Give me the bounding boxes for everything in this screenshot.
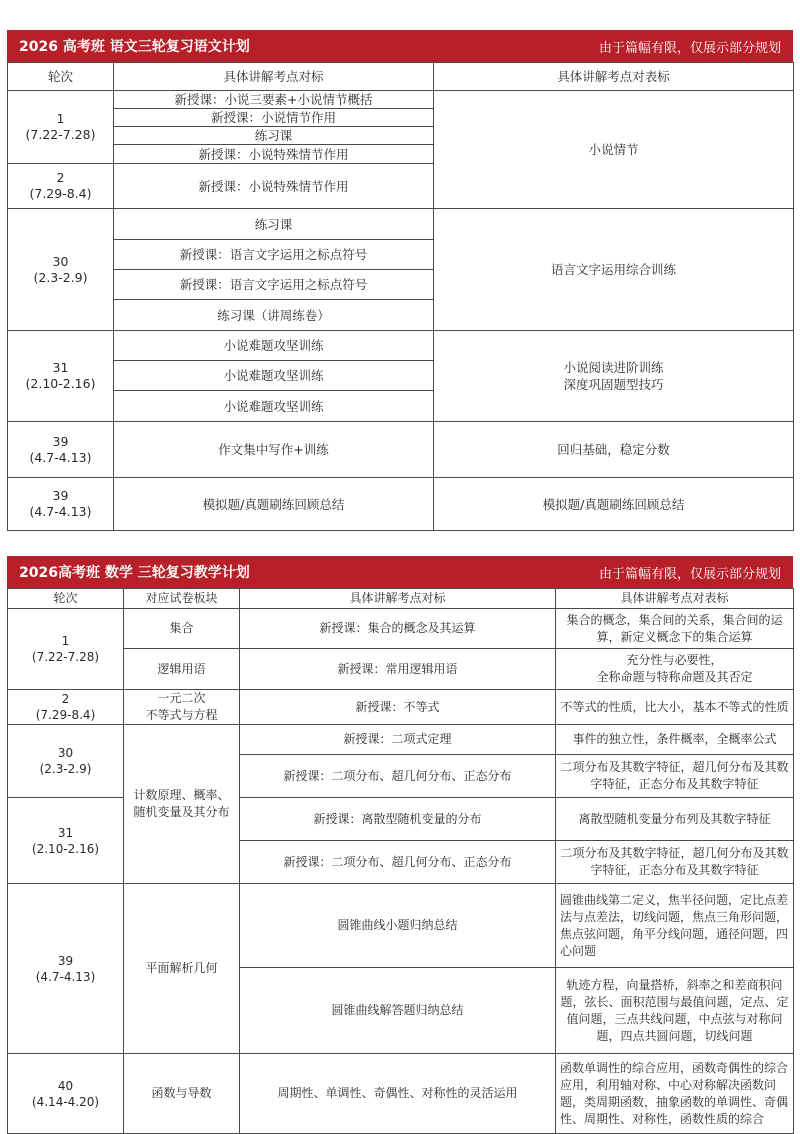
lesson-cell: 作文集中写作+训练 [114, 422, 434, 478]
round-dates: (4.7-4.13) [29, 504, 92, 519]
math-plan-title: 2026高考班 数学 三轮复习教学计划 [19, 565, 250, 581]
round-dates: (2.3-2.9) [39, 762, 92, 776]
table-header-row [8, 63, 794, 91]
round-dates: (4.7-4.13) [35, 969, 96, 984]
target-cell: 小说阅读进阶训练 深度巩固题型技巧 [434, 331, 794, 422]
header-round: 轮次 [8, 63, 114, 91]
lesson-cell: 新授课：不等式 [240, 690, 556, 725]
target-cell: 圆锥曲线第二定义，焦半径问题，定比点差法与点差法，切线问题，焦点三角形问题，焦点弦问题，角平分线问题，通径问题，四心问题 [556, 884, 794, 968]
table-row [8, 884, 794, 968]
round-number: 31 [57, 825, 74, 840]
table-row [8, 1054, 794, 1134]
target-cell: 事件的独立性，条件概率，全概率公式 [556, 725, 794, 755]
round-number: 30 [52, 253, 69, 269]
round-dates: (2.10-2.16) [31, 841, 100, 856]
round-number: 31 [52, 360, 69, 375]
lesson-cell: 模拟题/真题刷练回顾总结 [114, 478, 434, 531]
round-dates: (7.29-8.4) [35, 708, 96, 722]
math-plan [7, 556, 793, 1134]
lesson-cell: 新授课：小说特殊情节作用 [114, 145, 434, 164]
lesson-cell: 圆锥曲线小题归纳总结 [240, 884, 556, 968]
chinese-plan [7, 30, 793, 531]
math-plan-banner [7, 556, 793, 588]
module-cell: 计数原理、概率、随机变量及其分布 [124, 725, 240, 884]
target-cell: 回归基础，稳定分数 [434, 422, 794, 478]
lesson-cell: 新授课：小说情节作用 [114, 109, 434, 127]
round-dates: (7.29-8.4) [29, 186, 92, 201]
round-dates: (4.7-4.13) [29, 449, 92, 465]
target-cell: 充分性与必要性， 全称命题与特称命题及其否定 [556, 649, 794, 690]
target-cell: 不等式的性质，比大小，基本不等式的性质 [556, 690, 794, 725]
table-row [8, 649, 794, 690]
target-cell: 二项分布及其数字特征，超几何分布及其数字特征，正态分布及其数字特征 [556, 841, 794, 884]
lesson-cell: 小说难题攻坚训练 [114, 391, 434, 422]
target-cell: 轨迹方程，向量搭桥，斜率之和差商积问题，弦长、面积范围与最值问题，定点、定值问题，三点共线问题，中点弦与对称问题，四点共圆问题，切线问题 [556, 968, 794, 1054]
table-row [8, 609, 794, 649]
module-cell: 平面解析几何 [124, 884, 240, 1054]
round-cell [8, 331, 114, 422]
chinese-plan-title: 2026 高考班 语文三轮复习语文计划 [19, 39, 250, 55]
round-cell [8, 478, 114, 531]
lesson-cell: 周期性、单调性、奇偶性、对称性的灵活运用 [240, 1054, 556, 1134]
round-number: 1 [61, 634, 70, 648]
round-number: 2 [61, 692, 70, 706]
lesson-cell: 新授课：小说三要素+小说情节概括 [114, 91, 434, 109]
target-cell: 函数单调性的综合应用，函数奇偶性的综合应用，利用轴对称、中心对称解决函数问题，类周期函数，抽象函数的单调性、奇偶性、周期性、对称性，函数性质的综合 [556, 1054, 794, 1134]
lesson-cell: 新授课：常用逻辑用语 [240, 649, 556, 690]
table-row [8, 725, 794, 755]
table-row [8, 690, 794, 725]
lesson-cell: 小说难题攻坚训练 [114, 361, 434, 391]
math-plan-table [7, 588, 794, 1134]
round-cell [8, 798, 124, 884]
target-cell: 模拟题/真题刷练回顾总结 [434, 478, 794, 531]
module-cell: 一元二次 不等式与方程 [124, 690, 240, 725]
header-target: 具体讲解考点对表标 [434, 63, 794, 91]
round-number: 1 [56, 111, 65, 126]
header-module: 对应试卷板块 [124, 589, 240, 609]
table-row [8, 91, 794, 109]
chinese-plan-table [7, 62, 794, 531]
lesson-cell: 新授课：二项分布、超几何分布、正态分布 [240, 755, 556, 798]
table-header-row [8, 589, 794, 609]
round-number: 39 [57, 953, 74, 968]
lesson-cell: 新授课：二项分布、超几何分布、正态分布 [240, 841, 556, 884]
lesson-cell: 新授课：二项式定理 [240, 725, 556, 755]
lesson-cell: 练习课 [114, 209, 434, 240]
target-cell: 集合的概念，集合间的关系，集合间的运算，新定义概念下的集合运算 [556, 609, 794, 649]
target-cell: 小说情节 [434, 91, 794, 209]
chinese-plan-note: 由于篇幅有限，仅展示部分规划 [598, 40, 781, 56]
round-cell [8, 1054, 124, 1134]
lesson-cell: 练习课（讲周练卷） [114, 300, 434, 331]
module-cell: 逻辑用语 [124, 649, 240, 690]
lesson-cell: 新授课：集合的概念及其运算 [240, 609, 556, 649]
module-cell: 函数与导数 [124, 1054, 240, 1134]
round-dates: (7.22-7.28) [25, 127, 96, 142]
lesson-cell: 新授课：语言文字运用之标点符号 [114, 270, 434, 300]
chinese-plan-banner [7, 30, 793, 62]
round-number: 30 [57, 746, 74, 760]
lesson-cell: 圆锥曲线解答题归纳总结 [240, 968, 556, 1054]
target-cell: 语言文字运用综合训练 [434, 209, 794, 331]
table-row [8, 209, 794, 240]
round-dates: (2.3-2.9) [33, 269, 88, 285]
round-dates: (4.14-4.20) [31, 1094, 100, 1109]
table-row [8, 331, 794, 361]
round-cell [8, 725, 124, 798]
table-row [8, 422, 794, 478]
round-number: 39 [52, 433, 69, 449]
round-cell [8, 884, 124, 1054]
header-lesson: 具体讲解考点对标 [240, 589, 556, 609]
round-number: 39 [52, 488, 69, 503]
module-cell: 集合 [124, 609, 240, 649]
round-number: 2 [56, 170, 65, 185]
round-cell [8, 609, 124, 690]
lesson-cell: 小说难题攻坚训练 [114, 331, 434, 361]
round-cell [8, 422, 114, 478]
math-plan-note: 由于篇幅有限，仅展示部分规划 [598, 566, 781, 582]
header-round: 轮次 [8, 589, 124, 609]
round-cell [8, 690, 124, 725]
lesson-cell: 新授课：离散型随机变量的分布 [240, 798, 556, 841]
round-cell [8, 164, 114, 209]
lesson-cell: 新授课：小说特殊情节作用 [114, 164, 434, 209]
round-number: 40 [57, 1078, 74, 1093]
target-cell: 离散型随机变量分布列及其数字特征 [556, 798, 794, 841]
round-cell [8, 209, 114, 331]
target-cell: 二项分布及其数字特征，超几何分布及其数字特征，正态分布及其数字特征 [556, 755, 794, 798]
round-dates: (7.22-7.28) [31, 650, 100, 664]
header-target: 具体讲解考点对表标 [556, 589, 794, 609]
table-row [8, 478, 794, 531]
lesson-cell: 新授课：语言文字运用之标点符号 [114, 240, 434, 270]
round-cell [8, 91, 114, 164]
lesson-cell: 练习课 [114, 127, 434, 145]
header-lesson: 具体讲解考点对标 [114, 63, 434, 91]
round-dates: (2.10-2.16) [25, 376, 96, 391]
